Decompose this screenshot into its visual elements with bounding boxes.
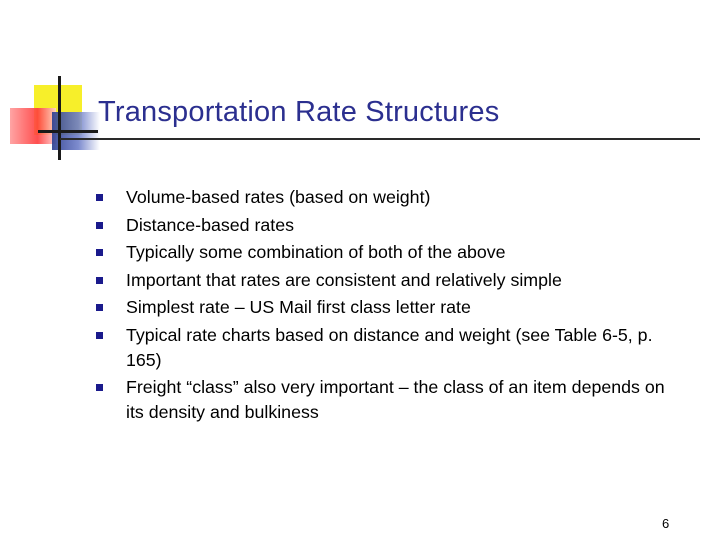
square-bullet-icon — [96, 222, 103, 229]
bullet-item — [96, 323, 676, 373]
page-number: 6 — [662, 516, 670, 531]
slide-title: Transportation Rate Structures — [98, 96, 500, 128]
bullet-text: Important that rates are consistent and relatively simple — [126, 269, 562, 290]
decorative-logo — [0, 0, 120, 170]
square-bullet-icon — [96, 249, 103, 256]
bullet-item — [96, 185, 676, 210]
bullet-text: Distance-based rates — [126, 214, 295, 235]
bullet-item — [96, 268, 676, 293]
logo-red-bar — [10, 108, 56, 144]
logo-horizontal-line — [38, 130, 98, 133]
bullet-item — [96, 213, 676, 238]
bullet-text: Freight “class” also very important – the class of an item depends on its density and bulkiness — [126, 377, 665, 422]
bullet-text: Simplest rate – US Mail first class letter rate — [126, 297, 471, 317]
square-bullet-icon — [96, 304, 103, 311]
bullet-text: Volume-based rates (based on weight) — [126, 187, 431, 207]
bullet-item — [96, 240, 676, 265]
bullet-item — [96, 375, 676, 425]
bullet-text: Typical rate charts based on distance and weight (see Table 6-5, p. 165) — [126, 324, 653, 370]
square-bullet-icon — [96, 277, 103, 284]
square-bullet-icon — [96, 384, 103, 391]
bullet-list — [96, 185, 676, 428]
square-bullet-icon — [96, 332, 103, 339]
bullet-item — [96, 295, 676, 320]
title-underline — [60, 138, 700, 140]
logo-vertical-line — [58, 76, 61, 160]
square-bullet-icon — [96, 194, 103, 201]
bullet-text: Typically some combination of both of the above — [126, 242, 506, 262]
